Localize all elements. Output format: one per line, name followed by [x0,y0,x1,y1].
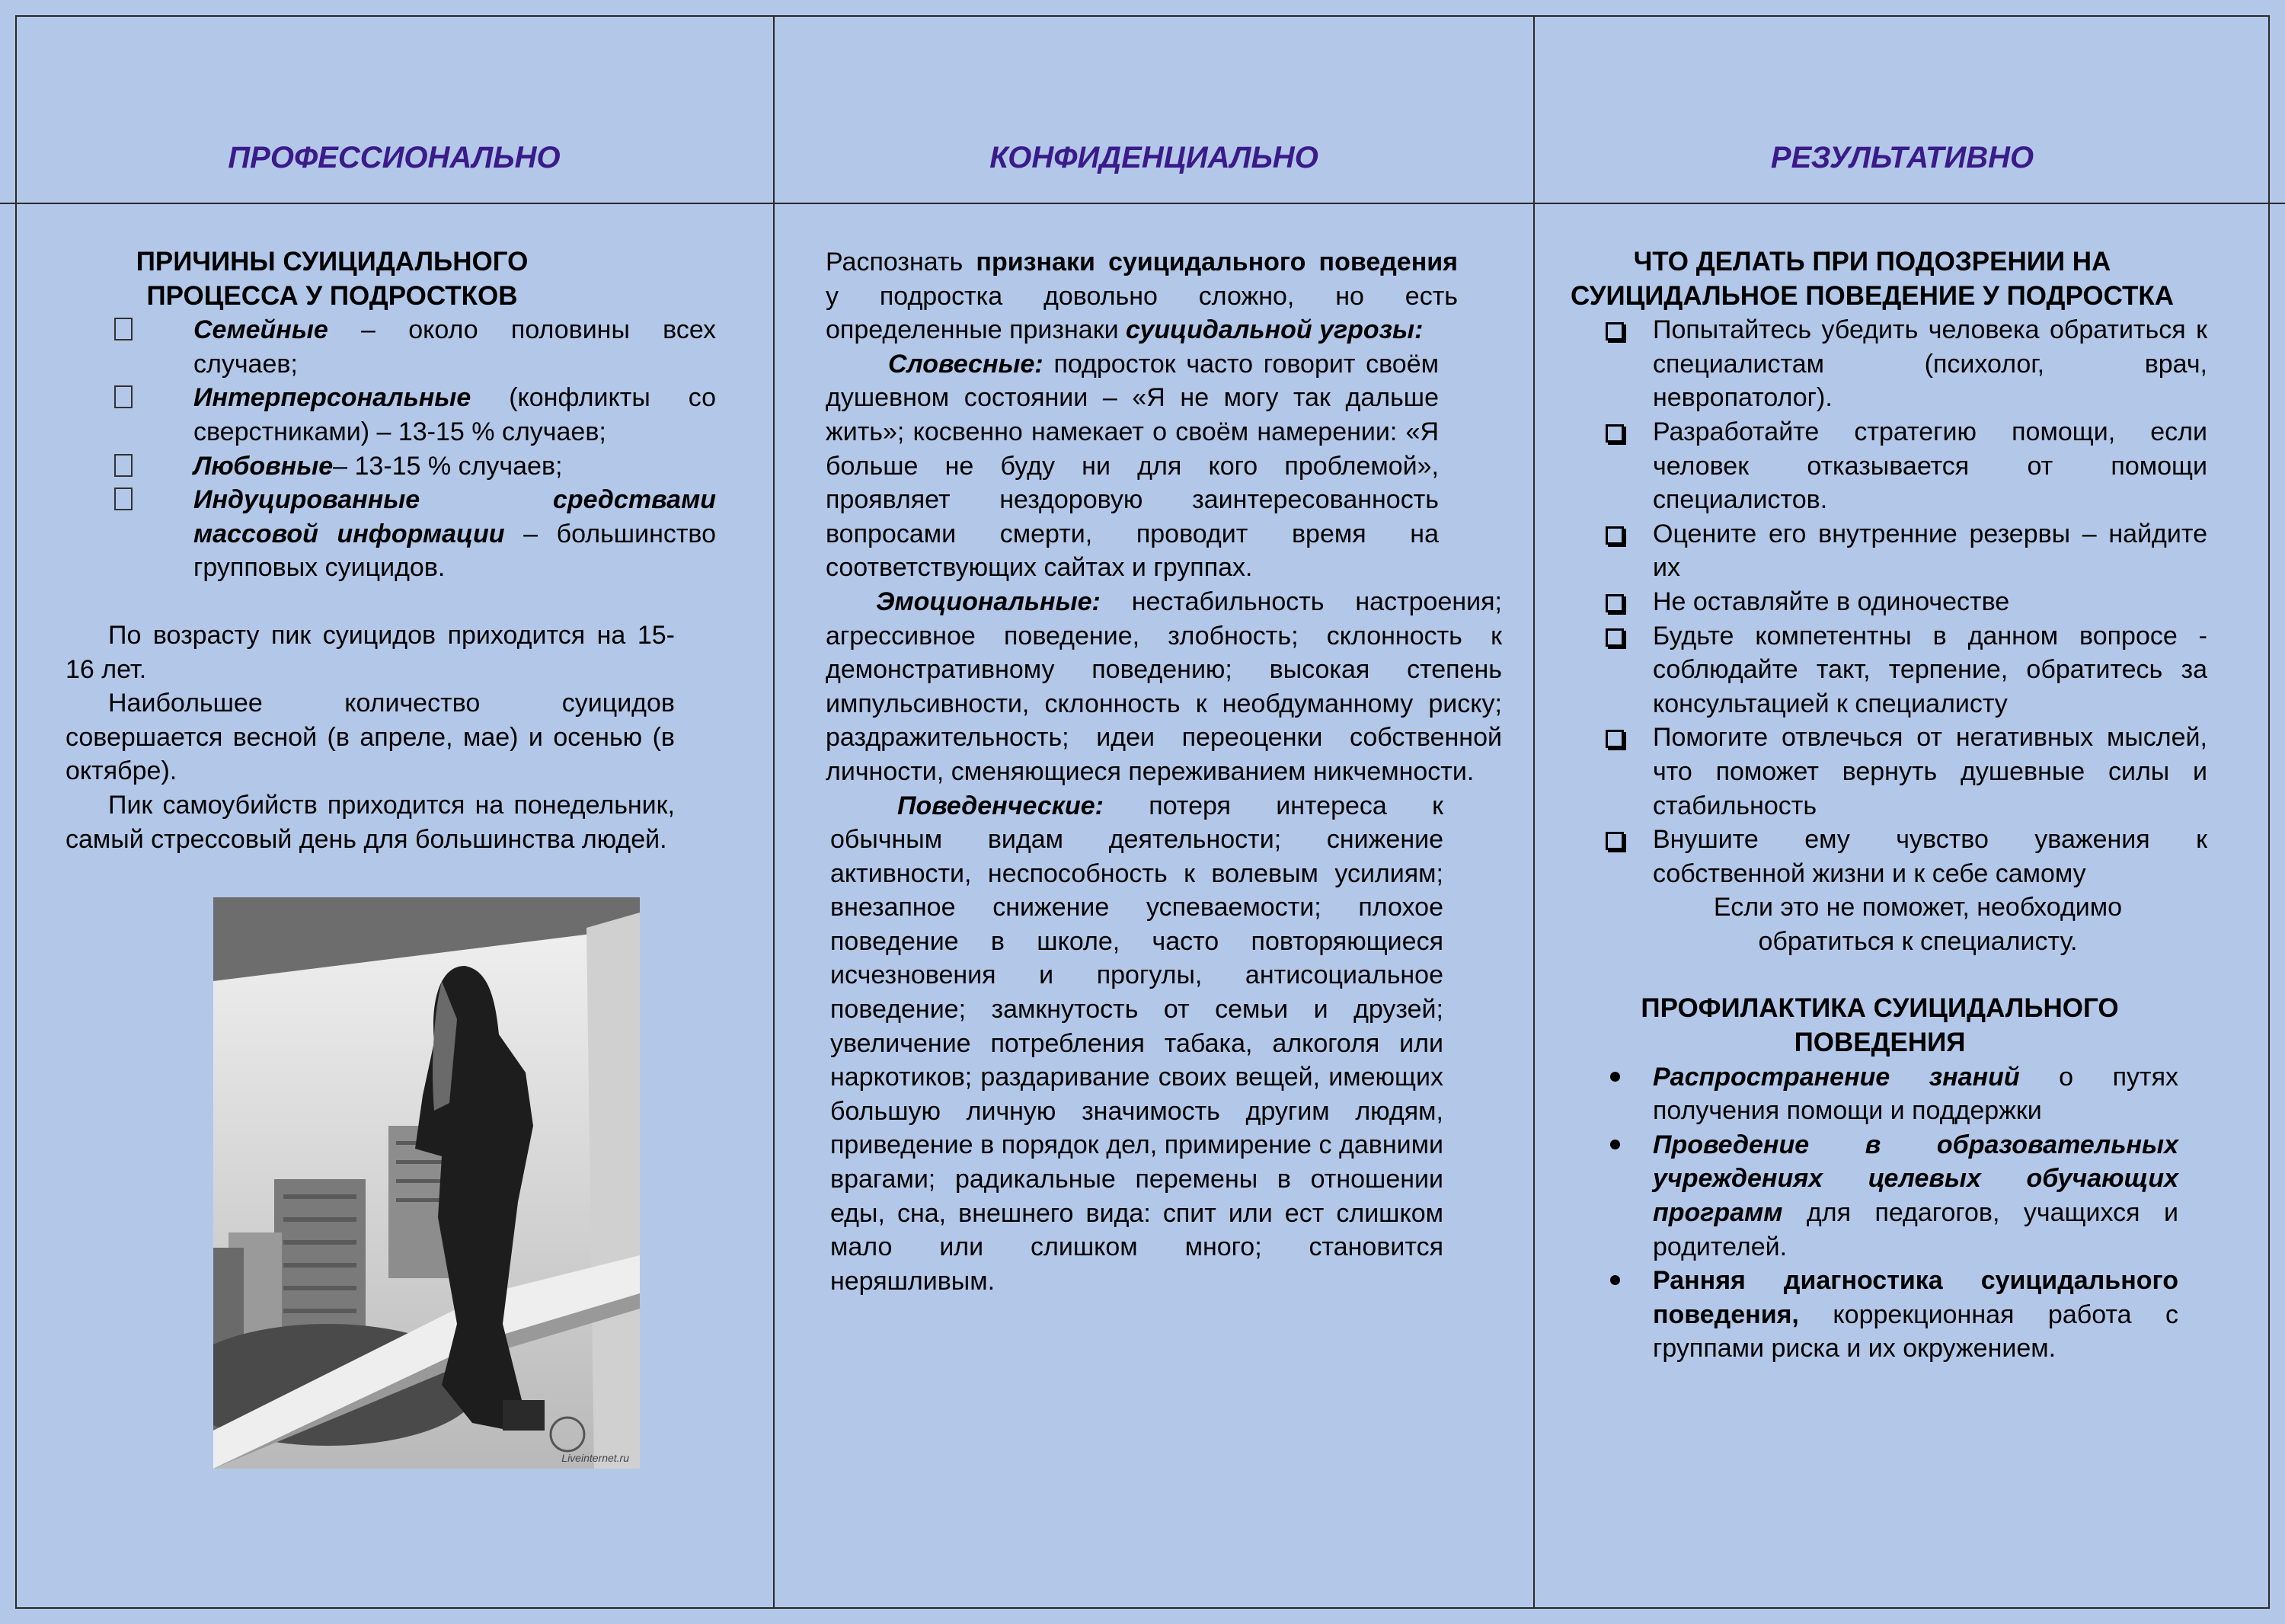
list-item: Ранняя диагностика суицидального поведения, коррекционная работа с группами риска и их окружением. [1606,1264,2178,1366]
column-divider-2 [1533,15,1535,1609]
age-paragraph: По возрасту пик суицидов приходится на 15-16 лет. [66,620,675,684]
header-effectively: РЕЗУЛЬТАТИВНО [1770,141,2034,174]
list-item: Семейные – около половины всех случаев; [114,313,716,381]
list-item: Интерперсональные (конфликты со сверстниками) – 13-15 % случаев; [114,381,716,449]
list-item: Любовные– 13-15 % случаев; [114,449,716,484]
signs-intro: Распознать признаки суицидального поведения у подростка довольно сложно, но есть определенные признаки суицидальной угрозы: [826,248,1458,345]
list-item: Не оставляйте в одиночестве [1606,585,2207,619]
bullet-icon [1610,1275,1620,1285]
weekday-paragraph: Пик самоубийств приходится на понедельник, самый стрессовый день для большинства людей. [66,790,675,854]
teen-photo [213,897,640,1469]
list-item: Индуцированные средствами массовой информации – большинство групповых суицидов. [114,483,716,585]
bullet-icon [1610,1072,1620,1082]
bullet-icon [114,318,133,340]
header-confidentially: КОНФИДЕНЦИАЛЬНО [989,141,1318,174]
checkbox-icon [1606,424,1624,443]
prevention-title: ПРОФИЛАКТИКА СУИЦИДАЛЬНОГО ПОВЕДЕНИЯ [1641,993,2119,1058]
header-professionally: ПРОФЕССИОНАЛЬНО [228,141,561,174]
list-item: Будьте компетентны в данном вопросе - соблюдайте такт, терпение, обратитесь за консультацией к специалисту [1606,619,2207,721]
causes-list [114,313,716,585]
prevention-list [1606,1060,2178,1366]
header-divider [0,203,2285,204]
actions-title: ЧТО ДЕЛАТЬ ПРИ ПОДОЗРЕНИИ НА СУИЦИДАЛЬНОЕ ПОВЕДЕНИЕ У ПОДРОСТКА [1570,247,2175,311]
emotional-signs: Эмоциональные: нестабильность настроения; агрессивное поведение, злобность; склонность к демонстративному поведению; высокая степень импульсивности, склонность к необдуманному риску; раздражительность; идеи переоценки собственной личности, сменяющиеся переживанием никчемности. [826,587,1502,786]
checkbox-icon [1606,526,1624,545]
list-item: Внушите ему чувство уважения к собственной жизни и к себе самому [1606,823,2207,890]
actions-list [1606,313,2207,890]
list-item: Оцените его внутренние резервы – найдите их [1606,517,2207,585]
bullet-icon [1610,1140,1620,1149]
closing-note: Если это не поможет, необходимо обратиться к специалисту. [1713,893,2123,956]
checkbox-icon [1606,832,1624,850]
causes-title: ПРИЧИНЫ СУИЦИДАЛЬНОГО ПРОЦЕССА У ПОДРОСТКОВ [136,247,529,311]
checkbox-icon [1606,628,1624,647]
photo-watermark: Liveinternet.ru [561,1452,629,1464]
verbal-signs: Словесные: подросток часто говорит своём душевном состоянии – «Я не могу так дальше жить»; косвенно намекает о своём намерении: «Я больше не буду ни для кого проблемой», проявляет нездоровую заинтересованность вопросами смерти, проводит время на соответствующих сайтах и группах. [826,349,1439,583]
list-item: Проведение в образовательных учреждениях целевых обучающих программ для педагогов, учащихся и родителей. [1606,1128,2178,1264]
list-item: Разработайте стратегию помощи, если человек отказывается от помощи специалистов. [1606,415,2207,517]
list-item: Помогите отвлечься от негативных мыслей, что поможет вернуть душевные силы и стабильность [1606,721,2207,823]
column-actions [1570,245,2207,1366]
column-causes [66,245,717,856]
bullet-icon [114,488,133,510]
list-item: Распространение знаний о путях получения помощи и поддержки [1606,1060,2178,1128]
checkbox-icon [1606,322,1624,340]
season-paragraph: Наибольшее количество суицидов совершается весной (в апреле, мае) и осенью (в октябре). [66,689,675,786]
bullet-icon [114,454,133,477]
checkbox-icon [1606,730,1624,748]
bullet-icon [114,385,133,408]
column-signs [826,245,1502,1298]
column-divider-1 [773,15,775,1609]
behavioral-signs: Поведенческие: потеря интереса к обычным видам деятельности; снижение активности, неспособность к волевым усилиям; внезапное снижение успеваемости; плохое поведение в школе, часто повторяющиеся исчезновения и прогулы, антисоциальное поведение; замкнутость от семьи и друзей; увеличение потребления табака, алкоголя или наркотиков; раздаривание своих вещей, имеющих большую личную значимость другим людям, приведение в порядок дел, примирение с давними врагами; радикальные перемены в отношении еды, сна, внешнего вида: спит или ест слишком мало или слишком много; становится неряшливым. [830,791,1443,1296]
checkbox-icon [1606,594,1624,612]
list-item: Попытайтесь убедить человека обратиться к специалистам (психолог, врач, невропатолог). [1606,313,2207,415]
